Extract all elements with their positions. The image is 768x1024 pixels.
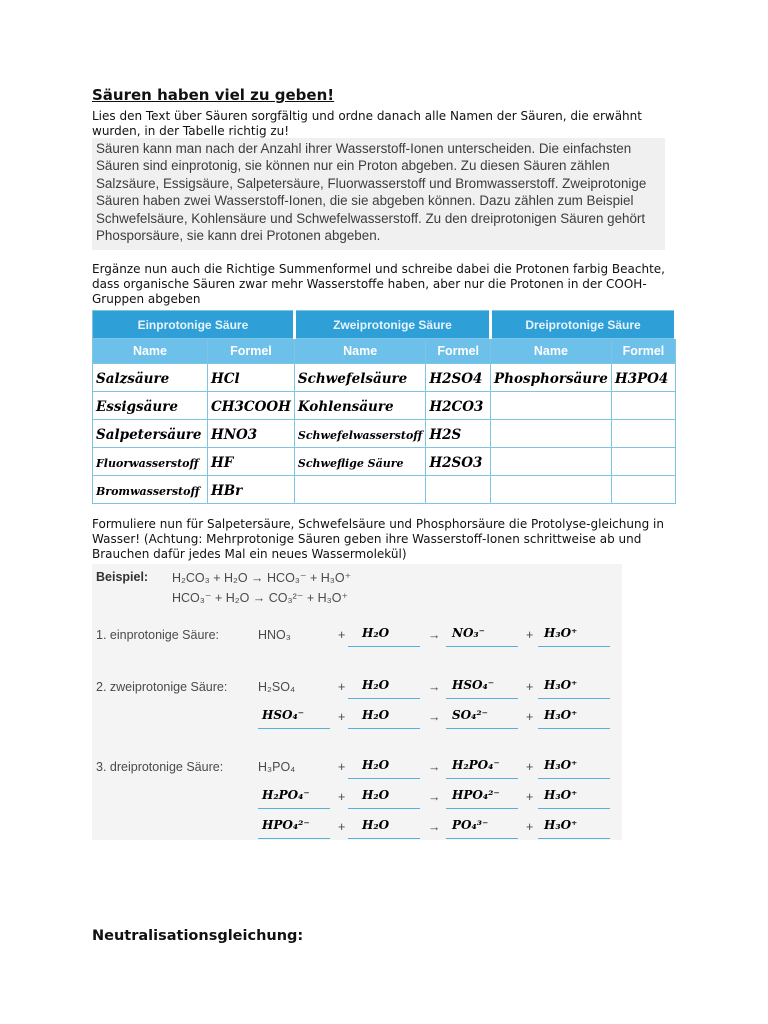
answer-water: H₂O	[362, 678, 390, 692]
reaction-arrow: →	[428, 790, 441, 804]
acid-name-cell	[93, 448, 208, 476]
protolysis-instruction: Formuliere nun für Salpetersäure, Schwefelsäure und Phosphorsäure die Protolyse-gleichung in Wasser! (Achtung: Mehrprotonige Säuren geben ihre Wasserstoff-Ionen schrittweise ab und Brauchen dafür jedes Mal ein neues Wassermolekül)	[92, 517, 664, 561]
acid-formula-cell	[611, 420, 675, 448]
reaction-arrow: →	[428, 680, 441, 694]
plus-sign: +	[338, 820, 346, 834]
acid-name: Fluorwasserstoff	[96, 457, 199, 470]
plus-sign: +	[338, 710, 346, 724]
acid-name-cell	[294, 420, 426, 448]
example-label: Beispiel:	[96, 570, 149, 584]
answer-oxonium: H₃O⁺	[544, 758, 578, 772]
answer-oxonium: H₃O⁺	[544, 818, 578, 832]
worksheet-title: Säuren haben viel zu geben!	[92, 86, 335, 104]
answer-base: NO₃⁻	[452, 626, 486, 640]
reaction-arrow: →	[428, 710, 441, 724]
plus-sign: +	[526, 790, 534, 804]
acid-name-cell	[294, 392, 426, 420]
acid-name-cell	[294, 364, 426, 392]
formula-instruction: Ergänze nun auch die Richtige Summenformel und schreibe dabei die Protonen farbig Beachte, dass organische Säuren zwar mehr Wasserstoffe haben, aber nur die Protonen in der COOH-Gruppen abgeben	[92, 262, 665, 306]
acid-name-cell	[491, 364, 612, 392]
reaction-arrow: →	[428, 760, 441, 774]
answer-water: H₂O	[362, 818, 390, 832]
acid-name-cell	[491, 420, 612, 448]
acid-formula-cell	[426, 420, 491, 448]
col-formula: Formel	[426, 339, 491, 364]
acid-formula: H2CO3	[429, 399, 484, 415]
answer-base: H₂PO₄⁻	[452, 758, 500, 772]
answer-oxonium: H₃O⁺	[544, 788, 578, 802]
group-header-di: Zweiprotonige Säure	[294, 311, 490, 339]
acid-formula-cell	[207, 420, 294, 448]
col-name: Name	[294, 339, 426, 364]
col-formula: Formel	[611, 339, 675, 364]
textbook-passage	[92, 138, 665, 250]
example-line-2: HCO₃⁻ + H₂O → CO₃²⁻ + H₃O⁺	[172, 591, 349, 605]
given-acid: H₃PO₄	[258, 760, 296, 774]
acid-formula: HCl	[210, 371, 240, 387]
table-row	[93, 448, 676, 476]
acid-formula: H3PO4	[614, 371, 669, 387]
answer-acid: HPO₄²⁻	[262, 818, 310, 832]
acid-formula-cell	[426, 476, 491, 504]
plus-sign: +	[338, 680, 346, 694]
answer-oxonium: H₃O⁺	[544, 678, 578, 692]
acid-formula: H2SO3	[429, 455, 483, 471]
plus-sign: +	[338, 628, 346, 642]
section-label: 2. zweiprotonige Säure:	[96, 680, 228, 694]
answer-water: H₂O	[362, 708, 390, 722]
group-header-tri: Dreiprotonige Säure	[491, 311, 676, 339]
acid-formula-cell	[426, 448, 491, 476]
acid-formula-cell	[611, 364, 675, 392]
protolysis-exercise	[92, 564, 622, 840]
plus-sign: +	[526, 710, 534, 724]
acid-formula-cell	[426, 392, 491, 420]
answer-acid: HSO₄⁻	[262, 708, 305, 722]
plus-sign: +	[338, 790, 346, 804]
section-label: 3. dreiprotonige Säure:	[96, 760, 224, 774]
plus-sign: +	[526, 628, 534, 642]
plus-sign: +	[338, 760, 346, 774]
answer-water: H₂O	[362, 788, 390, 802]
table-row	[93, 364, 676, 392]
answer-base: PO₄³⁻	[452, 818, 489, 832]
acid-formula-cell	[207, 364, 294, 392]
acid-name: Kohlensäure	[297, 399, 394, 415]
answer-oxonium: H₃O⁺	[544, 626, 578, 640]
acid-name-cell	[294, 448, 426, 476]
answer-base: SO₄²⁻	[452, 708, 488, 722]
acid-name-cell	[491, 448, 612, 476]
acid-formula: CH3COOH	[210, 399, 291, 415]
col-name: Name	[93, 339, 208, 364]
acid-name: Schwefelwasserstoff	[297, 429, 423, 442]
acid-formula: HNO3	[210, 427, 258, 443]
acid-formula-cell	[611, 392, 675, 420]
acid-table	[92, 310, 677, 504]
given-acid: HNO₃	[258, 628, 291, 642]
reaction-arrow: →	[428, 628, 441, 642]
acid-formula-cell	[207, 476, 294, 504]
group-header-mono: Einprotonige Säure	[93, 311, 295, 339]
acid-name: Salzsäure	[96, 371, 170, 387]
plus-sign: +	[526, 680, 534, 694]
passage-text: Säuren kann man nach der Anzahl ihrer Wasserstoff-Ionen unterscheiden. Die einfachsten Säuren sind einprotonig, sie können nur ein Proton abgeben. Zu diesen Säuren zählen Salzsäure, Essigsäure, Salpetersäure, Fluorwasserstoff und Bromwasserstoff. Zweiprotonige Säuren haben zwei Wasserstoff-Ionen, die sie abgeben können. Dazu zählen zum Beispiel Schwefelsäure, Kohlensäure und Schwefelwasserstoff. Zu den dreiprotonigen Säuren gehört Phosporsäure, sie kann drei Protonen abgeben.	[96, 141, 647, 244]
answer-water: H₂O	[362, 626, 390, 640]
acid-name: Salpetersäure	[96, 427, 202, 443]
acid-name-cell	[294, 476, 426, 504]
acid-formula-cell	[611, 448, 675, 476]
acid-formula: HF	[210, 455, 234, 471]
intro-instruction: Lies den Text über Säuren sorgfältig und ordne danach alle Namen der Säuren, die erwähnt wurden, in der Tabelle richtig zu!	[92, 109, 642, 138]
table-row	[93, 420, 676, 448]
example-line-1: H₂CO₃ + H₂O → HCO₃⁻ + H₃O⁺	[172, 571, 352, 585]
acid-name: Schweflige Säure	[297, 457, 404, 470]
col-formula: Formel	[207, 339, 294, 364]
acid-name-cell	[93, 476, 208, 504]
acid-name: Schwefelsäure	[297, 371, 408, 387]
acid-name-cell	[93, 364, 208, 392]
acid-formula: HBr	[210, 483, 243, 499]
plus-sign: +	[526, 820, 534, 834]
acid-formula: H2SO4	[429, 371, 483, 387]
acid-formula-cell	[207, 392, 294, 420]
section-label: 1. einprotonige Säure:	[96, 628, 220, 642]
answer-oxonium: H₃O⁺	[544, 708, 578, 722]
answer-water: H₂O	[362, 758, 390, 772]
acid-name: Phosphorsäure	[494, 371, 608, 387]
acid-name-cell	[93, 392, 208, 420]
acid-formula-cell	[207, 448, 294, 476]
acid-formula: H2S	[429, 427, 462, 443]
neutralization-heading: Neutralisationsgleichung:	[92, 928, 304, 944]
col-name: Name	[491, 339, 612, 364]
acid-formula-cell	[611, 476, 675, 504]
acid-name: Essigsäure	[96, 399, 178, 415]
acid-name-cell	[93, 420, 208, 448]
acid-name-cell	[491, 476, 612, 504]
table-row	[93, 392, 676, 420]
table-row	[93, 476, 676, 504]
given-acid: H₂SO₄	[258, 680, 296, 694]
answer-acid: H₂PO₄⁻	[262, 788, 310, 802]
plus-sign: +	[526, 760, 534, 774]
acid-name-cell	[491, 392, 612, 420]
reaction-arrow: →	[428, 820, 441, 834]
acid-name: Bromwasserstoff	[96, 485, 200, 498]
acid-formula-cell	[426, 364, 491, 392]
answer-base: HPO₄²⁻	[452, 788, 500, 802]
answer-base: HSO₄⁻	[452, 678, 495, 692]
